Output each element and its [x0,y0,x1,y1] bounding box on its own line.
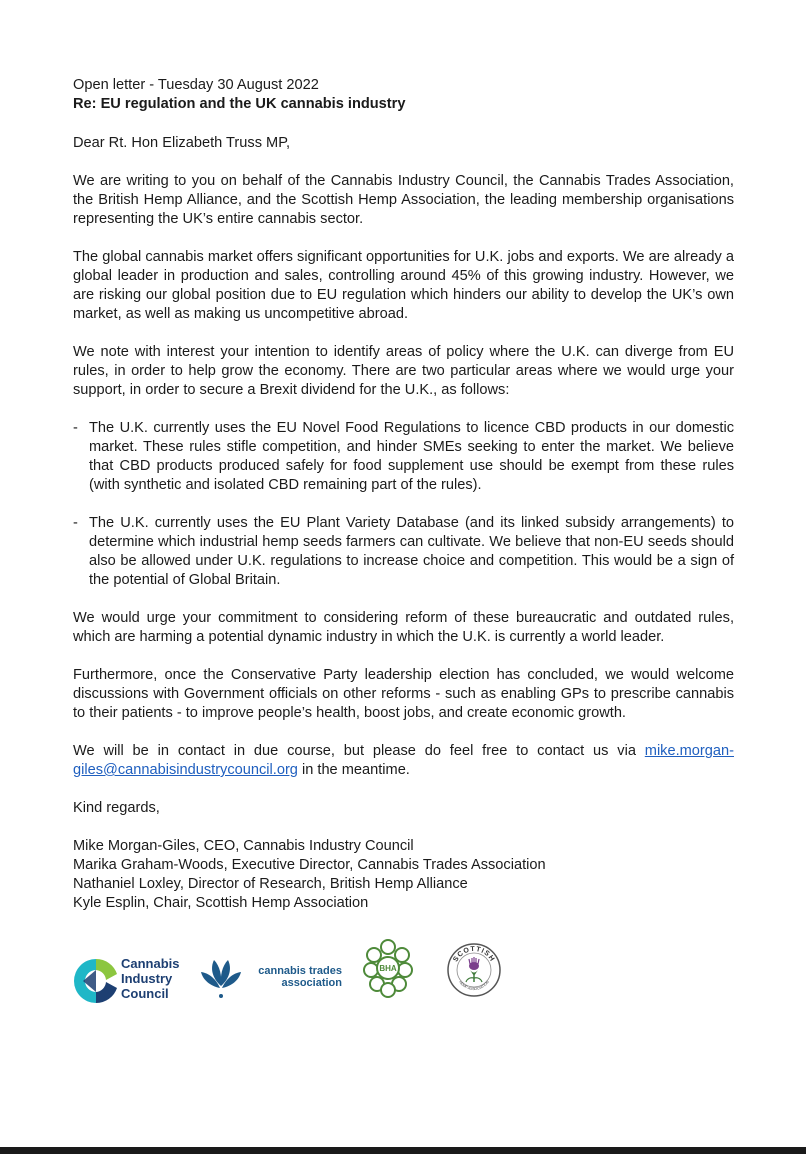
paragraph-market: The global cannabis market offers significant opportunities for U.K. jobs and exports. We are already a global leader in production and sales, controlling around 45% of this growing industry. However, we are risking our global position due to EU regulation which hinders our ability to develop the UK’s own market, as well as making us uncompetitive abroad. [73,249,734,322]
signatories [73,837,734,913]
paragraph-policy: We note with interest your intention to identify areas of policy where the U.K. can diverge from EU rules, in order to help grow the economy. There are two particular areas where we would urge your support, in order to secure a Brexit dividend for the U.K., as follows: [73,344,734,398]
contact-email-link[interactable]: mike.morgan-giles@cannabisindustrycouncil.org [73,743,734,778]
cic-wordmark [121,956,180,1001]
cannabis-industry-council-logo [73,956,193,1008]
cta-wordmark [248,965,342,989]
cta-leaf-icon [198,956,244,1000]
paragraph-furthermore: Furthermore, once the Conservative Party leadership election has concluded, we would welcome discussions with Government officials on other reforms - such as enabling GPs to prescribe cannabis to their patients - to improve people’s health, boost jobs, and create economic growth. [73,667,734,721]
cannabis-trades-association-logo [198,956,348,1000]
cic-word: Council [121,986,169,1001]
bullet-dash: - [73,515,78,531]
bottom-edge-bar [0,1147,806,1154]
letter-subject: Re: EU regulation and the UK cannabis industry [73,96,406,112]
sha-thistle-seal-icon [446,942,502,998]
signatory: Marika Graham-Woods, Executive Director, Cannabis Trades Association [73,857,546,873]
cta-word: association [281,977,342,989]
bha-initials: BHA [379,964,397,973]
closing: Kind regards, [73,800,160,816]
salutation: Dear Rt. Hon Elizabeth Truss MP, [73,135,291,151]
cta-word: cannabis trades [258,965,342,977]
cic-word: Industry [121,971,173,986]
list-item-novel-food [73,419,734,495]
signatory: Kyle Esplin, Chair, Scottish Hemp Association [73,895,369,911]
bullet-text: The U.K. currently uses the EU Novel Food Regulations to licence CBD products in our domestic market. These rules stifle competition, and hinder SMEs seeking to enter the market. We believe that CBD products produced safely for food supplement use should be exempt from these rules (with synthetic and isolated CBD remaining part of the rules). [89,420,734,493]
bullet-dash: - [73,420,78,436]
cic-mark-icon [73,956,119,1006]
bullet-text: The U.K. currently uses the EU Plant Variety Database (and its linked subsidy arrangements) to determine which industrial hemp seeds farmers can cultivate. We believe that non-EU seeds should also be allowed under U.K. regulations to increase choice and competition. This would be a sign of the potential of Global Britain. [89,515,734,588]
contact-text-after: in the meantime. [297,762,410,778]
list-item-plant-variety [73,514,734,590]
signatory: Mike Morgan-Giles, CEO, Cannabis Industry Council [73,838,414,854]
scottish-hemp-association-logo [446,942,502,998]
british-hemp-alliance-logo [363,938,413,998]
paragraph-intro: We are writing to you on behalf of the Cannabis Industry Council, the Cannabis Trades Association, the British Hemp Alliance, and the Scottish Hemp Association, the leading membership organisations representing the UK’s entire cannabis sector. [73,173,734,227]
cic-word: Cannabis [121,956,180,971]
contact-text-before: We will be in contact in due course, but please do feel free to contact us via [73,743,645,759]
logo-row [73,938,513,1008]
letter-date-line: Open letter - Tuesday 30 August 2022 [73,77,319,93]
sha-seal-top-text: SCOTTISH [452,945,496,964]
paragraph-contact [73,742,734,780]
sha-seal-bottom-text: HEMP ASSOCIATION [458,980,490,992]
paragraph-reform: We would urge your commitment to considering reform of these bureaucratic and outdated rules, which are harming a potential dynamic industry in which the U.K. is currently a world leader. [73,610,734,645]
letter-body [73,76,734,913]
bha-emblem-icon [363,938,413,998]
signatory: Nathaniel Loxley, Director of Research, British Hemp Alliance [73,876,468,892]
